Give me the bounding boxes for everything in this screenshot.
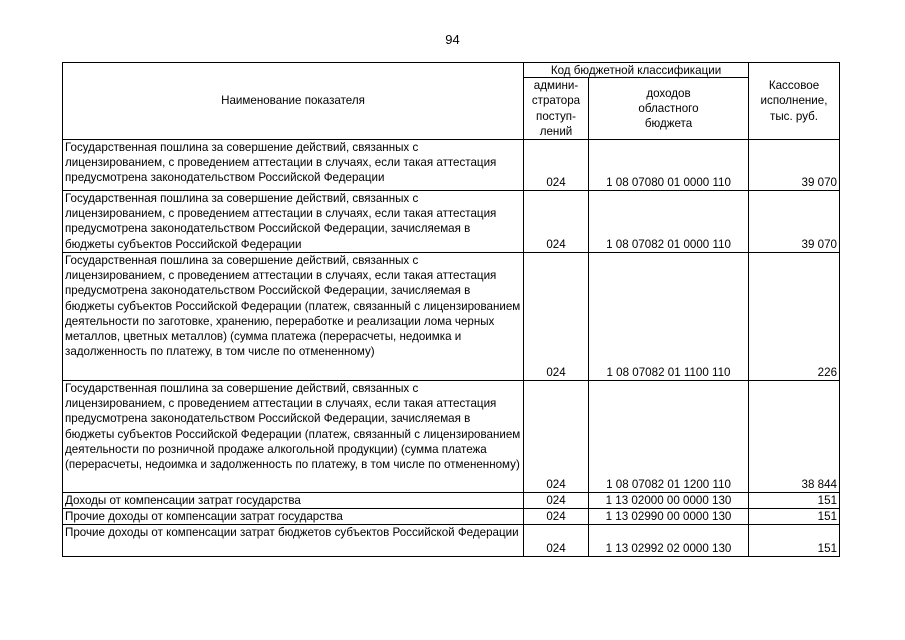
- table-row: [63, 381, 840, 493]
- header-income: доходов областного бюджета: [589, 78, 749, 140]
- row-administrator-code: 024: [524, 253, 589, 381]
- row-name: Прочие доходы от компенсации затрат государства: [63, 509, 524, 525]
- row-execution: 151: [749, 509, 840, 525]
- table-row: [63, 253, 840, 381]
- row-administrator-code: 024: [524, 381, 589, 493]
- page-number: 94: [445, 32, 460, 47]
- row-execution: 38 844: [749, 381, 840, 493]
- table-row: [63, 140, 840, 191]
- table-row: [63, 191, 840, 253]
- header-execution: Кассовое исполнение, тыс. руб.: [749, 63, 840, 140]
- row-income-code: 1 13 02000 00 0000 130: [589, 493, 749, 509]
- row-name: Прочие доходы от компенсации затрат бюджетов субъектов Российской Федерации: [63, 525, 524, 557]
- table-body: [63, 140, 840, 557]
- row-execution: 39 070: [749, 191, 840, 253]
- row-name: Государственная пошлина за совершение действий, связанных с лицензированием, с проведением аттестации в случаях, если такая аттестация предусмотрена законодательством Российской Федерации: [63, 140, 524, 191]
- row-income-code: 1 13 02992 02 0000 130: [589, 525, 749, 557]
- budget-classification-table: [62, 62, 840, 557]
- header-row-top: [63, 63, 840, 78]
- row-income-code: 1 08 07082 01 1200 110: [589, 381, 749, 493]
- row-administrator-code: 024: [524, 493, 589, 509]
- row-name: Государственная пошлина за совершение действий, связанных с лицензированием, с проведением аттестации в случаях, если такая аттестация предусмотрена законодательством Российской Федерации, зачисляемая в бюджеты субъектов Российской Федерации: [63, 191, 524, 253]
- header-name: Наименование показателя: [63, 63, 524, 140]
- row-income-code: 1 13 02990 00 0000 130: [589, 509, 749, 525]
- row-name: Государственная пошлина за совершение действий, связанных с лицензированием, с проведением аттестации в случаях, если такая аттестация предусмотрена законодательством Российской Федерации, зачисляемая в бюджеты субъектов Российской Федерации (платеж, связанный с лицензированием деятельности по розничной продаже алкогольной продукции) (сумма платежа (перерасчеты, недоимка и задолженность по платежу, в том числе по отмененному): [63, 381, 524, 493]
- row-execution: 226: [749, 253, 840, 381]
- row-execution: 151: [749, 525, 840, 557]
- table-row: [63, 493, 840, 509]
- table-row: [63, 509, 840, 525]
- header-administrator: админи-стратора поступ-лений: [524, 78, 589, 140]
- row-name: Государственная пошлина за совершение действий, связанных с лицензированием, с проведением аттестации в случаях, если такая аттестация предусмотрена законодательством Российской Федерации, зачисляемая в бюджеты субъектов Российской Федерации (платеж, связанный с лицензированием деятельности по заготовке, хранению, переработке и реализации лома черных металлов, цветных металлов) (сумма платежа (перерасчеты, недоимка и задолженность по платежу, в том числе по отмененному): [63, 253, 524, 381]
- header-code-group: Код бюджетной классификации: [524, 63, 749, 78]
- table-row: [63, 525, 840, 557]
- row-income-code: 1 08 07082 01 0000 110: [589, 191, 749, 253]
- row-administrator-code: 024: [524, 525, 589, 557]
- row-administrator-code: 024: [524, 191, 589, 253]
- row-execution: 151: [749, 493, 840, 509]
- row-income-code: 1 08 07082 01 1100 110: [589, 253, 749, 381]
- row-administrator-code: 024: [524, 140, 589, 191]
- row-execution: 39 070: [749, 140, 840, 191]
- row-administrator-code: 024: [524, 509, 589, 525]
- row-income-code: 1 08 07080 01 0000 110: [589, 140, 749, 191]
- row-name: Доходы от компенсации затрат государства: [63, 493, 524, 509]
